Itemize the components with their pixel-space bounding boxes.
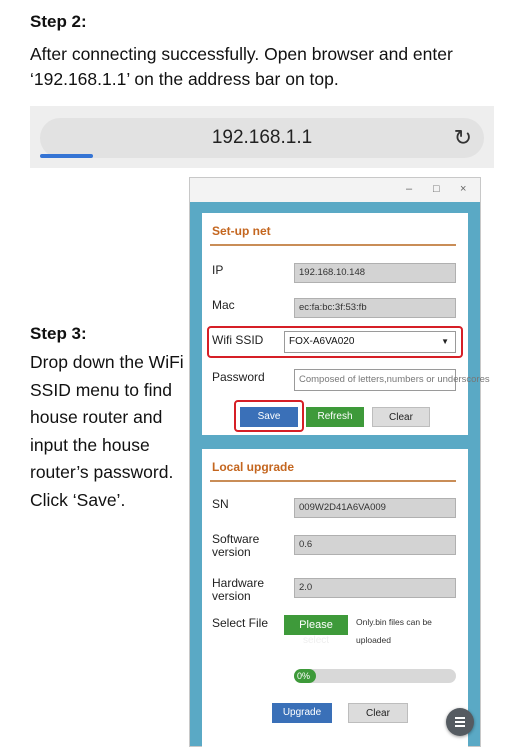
page-load-progress [40, 154, 93, 158]
app-window [190, 178, 490, 746]
please-select-label[interactable]: Please [299, 619, 333, 631]
password-label: Password [212, 370, 265, 384]
upgrade-progress-text: 0% [297, 671, 311, 681]
file-note [356, 613, 456, 649]
setup-net-divider [210, 244, 456, 246]
file-note-line1: Only.bin files can be [356, 617, 432, 627]
file-note-line2: uploaded [356, 635, 391, 645]
sn-field: 009W2D41A6VA009 [294, 498, 456, 518]
save-button[interactable]: Save [240, 407, 298, 427]
sn-label: SN [212, 497, 229, 511]
refresh-button[interactable]: Refresh [306, 407, 364, 427]
step3-title: Step 3: [30, 324, 87, 343]
setup-net-panel [202, 213, 490, 435]
address-text[interactable]: 192.168.1.1 [211, 127, 313, 148]
upgrade-clear-button[interactable]: Clear [348, 703, 408, 723]
please-select-label-line2: select [302, 635, 330, 646]
software-label-line2: version [212, 545, 251, 559]
ip-field: 192.168.10.148 [294, 263, 456, 283]
clear-button[interactable]: Clear [372, 407, 430, 427]
ssid-label: Wifi SSID [212, 333, 264, 347]
reload-icon[interactable]: ↻ [453, 125, 472, 150]
local-upgrade-panel [202, 449, 468, 749]
address-bar[interactable] [40, 118, 484, 158]
maximize-button[interactable]: □ [433, 183, 440, 195]
hardware-version-field: 2.0 [294, 578, 456, 598]
ssid-selected-value[interactable]: FOX-A6VA020 [289, 336, 355, 347]
mac-field: ec:fa:bc:3f:53:fb [294, 298, 456, 318]
upgrade-progress-bar [294, 669, 456, 683]
ip-label: IP [212, 263, 224, 277]
software-version-field: 0.6 [294, 535, 456, 555]
step2-title: Step 2: [30, 12, 87, 31]
close-button[interactable]: × [460, 183, 467, 195]
ssid-highlight-box [207, 326, 463, 358]
floating-menu-button[interactable] [446, 708, 474, 736]
upgrade-button[interactable]: Upgrade [272, 703, 332, 723]
hardware-label-line1: Hardware [212, 576, 265, 590]
window-titlebar [190, 178, 480, 202]
mac-label: Mac [212, 298, 235, 312]
password-input[interactable]: Composed of letters,numbers or underscores [294, 369, 456, 391]
step2-instructions: After connecting successfully. Open browser and enter ‘192.168.1.1’ on the address bar on top. [30, 44, 453, 89]
software-label-line1: Software [212, 532, 260, 546]
hardware-version-label [212, 577, 264, 603]
hardware-label-line2: version [212, 589, 251, 603]
please-select-button[interactable] [284, 615, 348, 635]
save-highlight-box [234, 400, 304, 432]
local-upgrade-title: Local upgrade [212, 460, 295, 474]
minimize-button[interactable]: – [406, 183, 413, 195]
step3-instructions: Drop down the WiFi SSID menu to find house router and input the house router’s password. Click ‘Save’. [30, 352, 184, 510]
local-upgrade-divider [210, 480, 456, 482]
select-file-label: Select File [212, 616, 269, 630]
setup-net-title: Set-up net [212, 224, 271, 238]
software-version-label [212, 533, 259, 559]
menu-icon[interactable] [455, 717, 465, 727]
chevron-down-icon[interactable]: ▼ [441, 337, 449, 346]
